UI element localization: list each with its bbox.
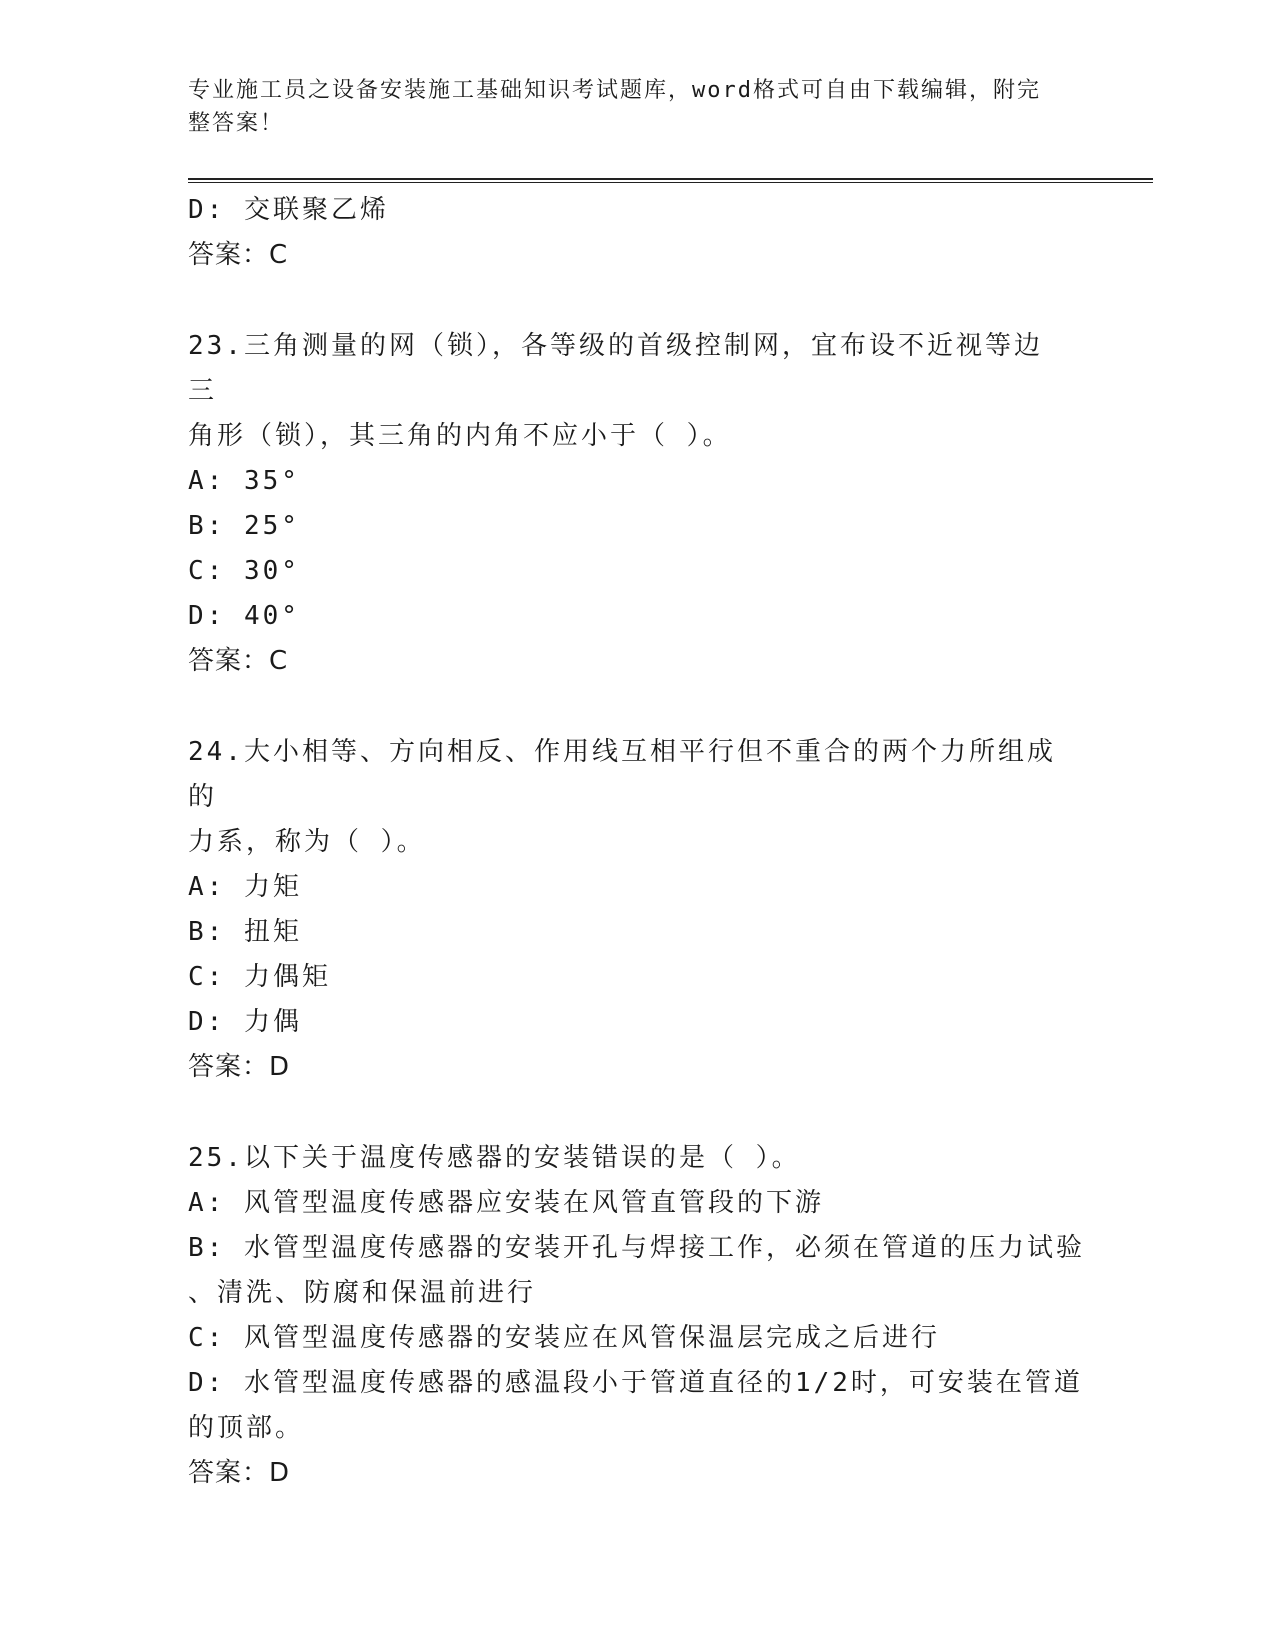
option-a: A: 力矩 xyxy=(188,872,302,902)
answer: 答案：D xyxy=(188,1052,291,1082)
option-b-line-1: B: 水管型温度传感器的安装开孔与焊接工作，必须在管道的压力试验 xyxy=(188,1233,1085,1263)
question-23 xyxy=(188,324,1088,684)
option-c: C: 30° xyxy=(188,556,300,586)
question-stem-line-1: 24.大小相等、方向相反、作用线互相平行但不重合的两个力所组成的 xyxy=(188,737,1056,812)
option-d: D: 40° xyxy=(188,601,300,631)
answer: 答案：C xyxy=(188,646,289,676)
document-header xyxy=(188,74,1068,140)
question-25 xyxy=(188,1136,1088,1496)
question-stem-line-1: 25.以下关于温度传感器的安装错误的是（ ）。 xyxy=(188,1143,801,1173)
spacer xyxy=(188,1090,1088,1136)
header-line-1: 专业施工员之设备安装施工基础知识考试题库，word格式可自由下载编辑，附完 xyxy=(188,78,1041,103)
option-b-line-2: 、清洗、防腐和保温前进行 xyxy=(188,1278,537,1308)
prev-answer: 答案：C xyxy=(188,240,289,270)
question-24 xyxy=(188,730,1088,1090)
header-divider-thick xyxy=(188,178,1153,180)
option-a: A: 风管型温度传感器应安装在风管直管段的下游 xyxy=(188,1188,824,1218)
spacer xyxy=(188,684,1088,730)
option-a: A: 35° xyxy=(188,466,300,496)
header-line-2: 整答案！ xyxy=(188,111,285,136)
question-content xyxy=(188,188,1088,1496)
spacer xyxy=(188,278,1088,324)
question-stem-line-1: 23.三角测量的网（锁），各等级的首级控制网，宜布设不近视等边三 xyxy=(188,331,1043,406)
header-divider-thin xyxy=(188,182,1153,183)
option-c: C: 风管型温度传感器的安装应在风管保温层完成之后进行 xyxy=(188,1323,940,1353)
option-d-line-2: 的顶部。 xyxy=(188,1413,305,1443)
question-stem-line-2: 角形（锁），其三角的内角不应小于（ ）。 xyxy=(188,421,732,451)
question-stem-line-2: 力系，称为（ ）。 xyxy=(188,827,426,857)
option-b: B: 25° xyxy=(188,511,300,541)
option-c: C: 力偶矩 xyxy=(188,962,331,992)
prev-option-d: D: 交联聚乙烯 xyxy=(188,195,389,225)
answer: 答案：D xyxy=(188,1458,291,1488)
option-b: B: 扭矩 xyxy=(188,917,302,947)
option-d-line-1: D: 水管型温度传感器的感温段小于管道直径的1/2时，可安装在管道 xyxy=(188,1368,1083,1398)
option-d: D: 力偶 xyxy=(188,1007,302,1037)
